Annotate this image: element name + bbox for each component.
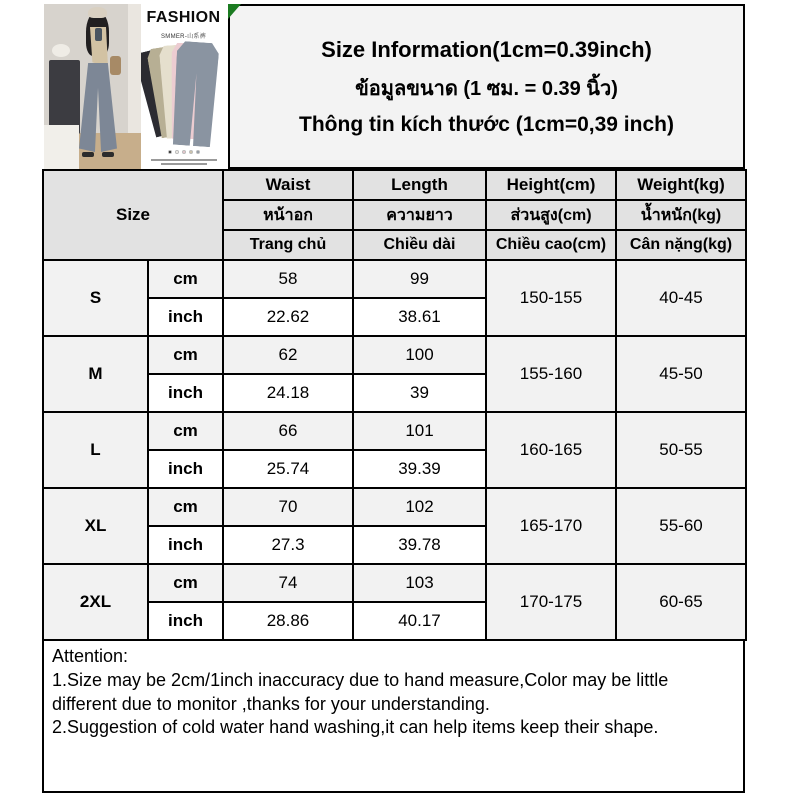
height-value: 155-160: [486, 336, 616, 412]
unit-cell: cm: [148, 412, 223, 450]
length-inch-value: 39.39: [353, 450, 486, 488]
unit-cell: inch: [148, 450, 223, 488]
waist-cm-value: 66: [223, 412, 353, 450]
table-row: [43, 488, 746, 526]
waist-cm-value: 70: [223, 488, 353, 526]
attention-title: Attention:: [52, 646, 129, 666]
weight-value: 55-60: [616, 488, 746, 564]
size-header-cell: Size: [43, 170, 223, 260]
model-cap: [88, 7, 107, 18]
col-header-weight-th: น้ำหนัก(kg): [616, 200, 746, 230]
length-cm-value: 101: [353, 412, 486, 450]
fine-print-line: [151, 159, 217, 161]
waist-inch-value: 22.62: [223, 298, 353, 336]
furniture-decor: [49, 60, 80, 134]
height-value: 150-155: [486, 260, 616, 336]
color-dot: [175, 150, 179, 154]
unit-cell: cm: [148, 564, 223, 602]
top-section: [42, 4, 745, 169]
color-dot: [196, 150, 200, 154]
poster-subtitle: SMMER-山系裤: [160, 34, 207, 40]
pants-color-fan: [141, 40, 226, 146]
col-header-length-vi: Chiều dài: [353, 230, 486, 260]
length-inch-value: 38.61: [353, 298, 486, 336]
col-header-weight-vi: Cân nặng(kg): [616, 230, 746, 260]
height-value: 170-175: [486, 564, 616, 640]
size-cell: L: [43, 412, 148, 488]
color-dot: [182, 150, 186, 154]
col-header-waist-vi: Trang chủ: [223, 230, 353, 260]
attention-line: 1.Size may be 2cm/1inch inaccuracy due to hand measure,Color may be little different due to monitor ,thanks for your understanding.: [52, 669, 669, 714]
waist-cm-value: 74: [223, 564, 353, 602]
table-row: [43, 412, 746, 450]
col-header-height-th: ส่วนสูง(cm): [486, 200, 616, 230]
height-value: 165-170: [486, 488, 616, 564]
size-info-header: [228, 4, 745, 169]
col-header-height: Height(cm): [486, 170, 616, 200]
unit-cell: inch: [148, 602, 223, 640]
table-row: [43, 260, 746, 298]
color-dot: [168, 150, 172, 154]
waist-cm-value: 62: [223, 336, 353, 374]
fashion-poster: [141, 4, 226, 169]
unit-cell: inch: [148, 526, 223, 564]
waist-inch-value: 28.86: [223, 602, 353, 640]
attention-notes: [42, 639, 745, 793]
length-inch-value: 39.78: [353, 526, 486, 564]
size-cell: M: [43, 336, 148, 412]
unit-cell: inch: [148, 374, 223, 412]
model-shoe: [102, 152, 114, 157]
waist-cm-value: 58: [223, 260, 353, 298]
col-header-length-th: ความยาว: [353, 200, 486, 230]
weight-value: 60-65: [616, 564, 746, 640]
unit-cell: cm: [148, 488, 223, 526]
bed-decor: [44, 125, 79, 169]
waist-inch-value: 27.3: [223, 526, 353, 564]
length-cm-value: 99: [353, 260, 486, 298]
length-cm-value: 103: [353, 564, 486, 602]
unit-cell: inch: [148, 298, 223, 336]
length-inch-value: 39: [353, 374, 486, 412]
weight-value: 40-45: [616, 260, 746, 336]
length-inch-value: 40.17: [353, 602, 486, 640]
table-header-row-en: [43, 170, 746, 200]
height-value: 160-165: [486, 412, 616, 488]
size-info-title-th: ข้อมูลขนาด (1 ซม. = 0.39 นิ้ว): [355, 77, 618, 100]
model-shoe: [82, 152, 94, 157]
size-info-title-en: Size Information(1cm=0.39inch): [321, 36, 652, 62]
size-cell: S: [43, 260, 148, 336]
unit-cell: cm: [148, 260, 223, 298]
weight-value: 50-55: [616, 412, 746, 488]
color-dots: [141, 150, 226, 154]
col-header-length: Length: [353, 170, 486, 200]
col-header-height-vi: Chiều cao(cm): [486, 230, 616, 260]
weight-value: 45-50: [616, 336, 746, 412]
size-cell: XL: [43, 488, 148, 564]
size-cell: 2XL: [43, 564, 148, 640]
size-info-title-vi: Thông tin kích thước (1cm=0,39 inch): [299, 112, 674, 136]
corner-ribbon-icon: [228, 4, 241, 19]
unit-cell: cm: [148, 336, 223, 374]
table-row: [43, 564, 746, 602]
product-photo: [44, 4, 141, 169]
col-header-weight: Weight(kg): [616, 170, 746, 200]
length-cm-value: 102: [353, 488, 486, 526]
col-header-waist: Waist: [223, 170, 353, 200]
table-row: [43, 336, 746, 374]
length-cm-value: 100: [353, 336, 486, 374]
phone-icon: [95, 28, 102, 41]
attention-line: 2.Suggestion of cold water hand washing,it can help items keep their shape.: [52, 717, 659, 738]
brand-logo: FASHION: [146, 9, 221, 26]
col-header-waist-th: หน้าอก: [223, 200, 353, 230]
size-table: [42, 169, 747, 641]
waist-inch-value: 24.18: [223, 374, 353, 412]
model-bag: [110, 56, 121, 75]
pillow-decor: [52, 44, 70, 57]
waist-inch-value: 25.74: [223, 450, 353, 488]
fine-print-line: [161, 163, 207, 165]
color-dot: [189, 150, 193, 154]
